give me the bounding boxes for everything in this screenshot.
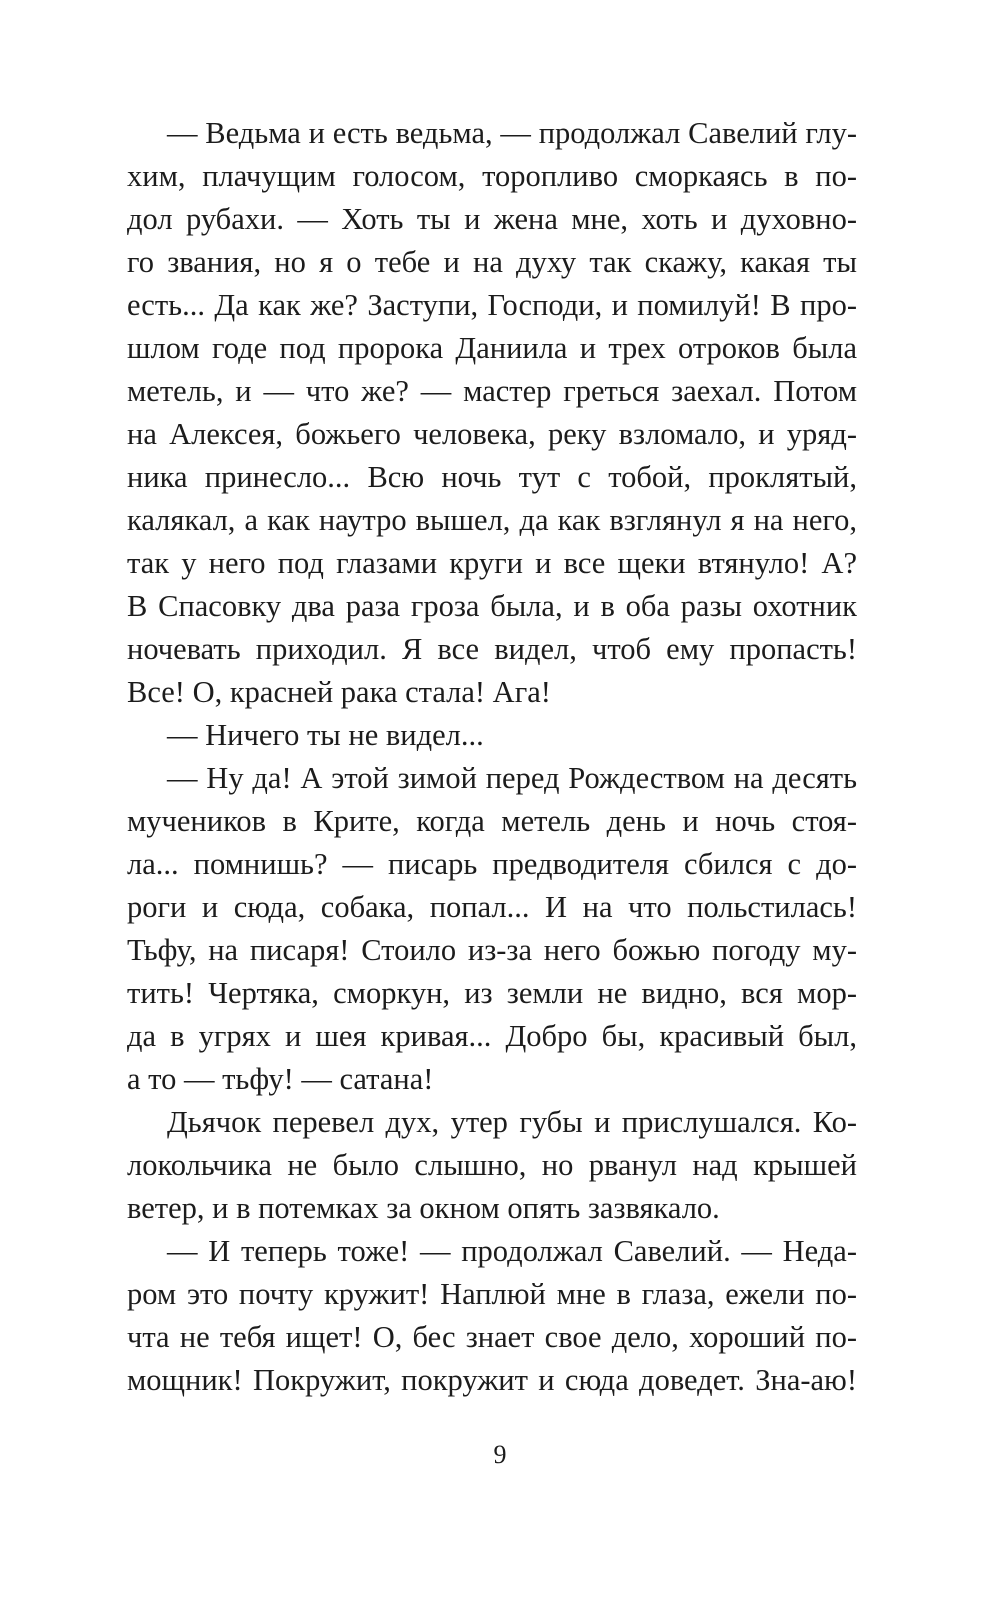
text-line: мощник! Покружит, покружит и сюда доведет. Зна-аю! <box>127 1363 857 1397</box>
text-line: ника принесло... Всю ночь тут с тобой, проклятый, <box>127 460 857 494</box>
text-line: — Ведьма и есть ведьма, — продолжал Савелий глу- <box>167 116 857 150</box>
text-line: да в угрях и шея кривая... Добро бы, красивый был, <box>127 1019 857 1053</box>
text-line: так у него под глазами круги и все щеки втянуло! А? <box>127 546 857 580</box>
text-line: мучеников в Крите, когда метель день и ночь стоя- <box>127 804 857 838</box>
text-line: ла... помнишь? — писарь предводителя сбился с до- <box>127 847 857 881</box>
text-line: — И теперь тоже! — продолжал Савелий. — Неда- <box>167 1234 857 1268</box>
text-line: Дьячок перевел дух, утер губы и прислушался. Ко- <box>167 1105 857 1139</box>
text-line: калякал, а как наутро вышел, да как взглянул я на него, <box>127 503 857 537</box>
text-line: шлом годе под пророка Даниила и трех отроков была <box>127 331 857 365</box>
text-line: Тьфу, на писаря! Стоило из-за него божью погоду му- <box>127 933 857 967</box>
text-line: роги и сюда, собака, попал... И на что польстилась! <box>127 890 857 924</box>
text-line: метель, и — что же? — мастер греться заехал. Потом <box>127 374 857 408</box>
text-line: на Алексея, божьего человека, реку взломало, и уряд- <box>127 417 857 451</box>
text-line: го звания, но я о тебе и на духу так скажу, какая ты <box>127 245 857 279</box>
page-text <box>127 112 857 1402</box>
text-line: — Ничего ты не видел... <box>167 718 484 752</box>
text-line: — Ну да! А этой зимой перед Рождеством на десять <box>167 761 857 795</box>
text-line: локольчика не было слышно, но рванул над крышей <box>127 1148 857 1182</box>
text-line: В Спасовку два раза гроза была, и в оба разы охотник <box>127 589 857 623</box>
text-line: ветер, и в потемках за окном опять зазвякало. <box>127 1191 720 1225</box>
text-line: дол рубахи. — Хоть ты и жена мне, хоть и духовно- <box>127 202 857 236</box>
text-line: Все! О, красней рака стала! Ага! <box>127 675 551 709</box>
text-line: хим, плачущим голосом, торопливо сморкаясь в по- <box>127 159 857 193</box>
text-line: чта не тебя ищет! О, бес знает свое дело, хороший по- <box>127 1320 857 1354</box>
text-line: ром это почту кружит! Наплюй мне в глаза, ежели по- <box>127 1277 857 1311</box>
text-line: есть... Да как же? Заступи, Господи, и помилуй! В про- <box>127 288 857 322</box>
page-number: 9 <box>493 1440 507 1469</box>
text-line: ночевать приходил. Я все видел, чтоб ему пропасть! <box>127 632 857 666</box>
text-line: тить! Чертяка, сморкун, из земли не видно, вся мор- <box>127 976 857 1010</box>
text-line: а то — тьфу! — сатана! <box>127 1062 434 1096</box>
